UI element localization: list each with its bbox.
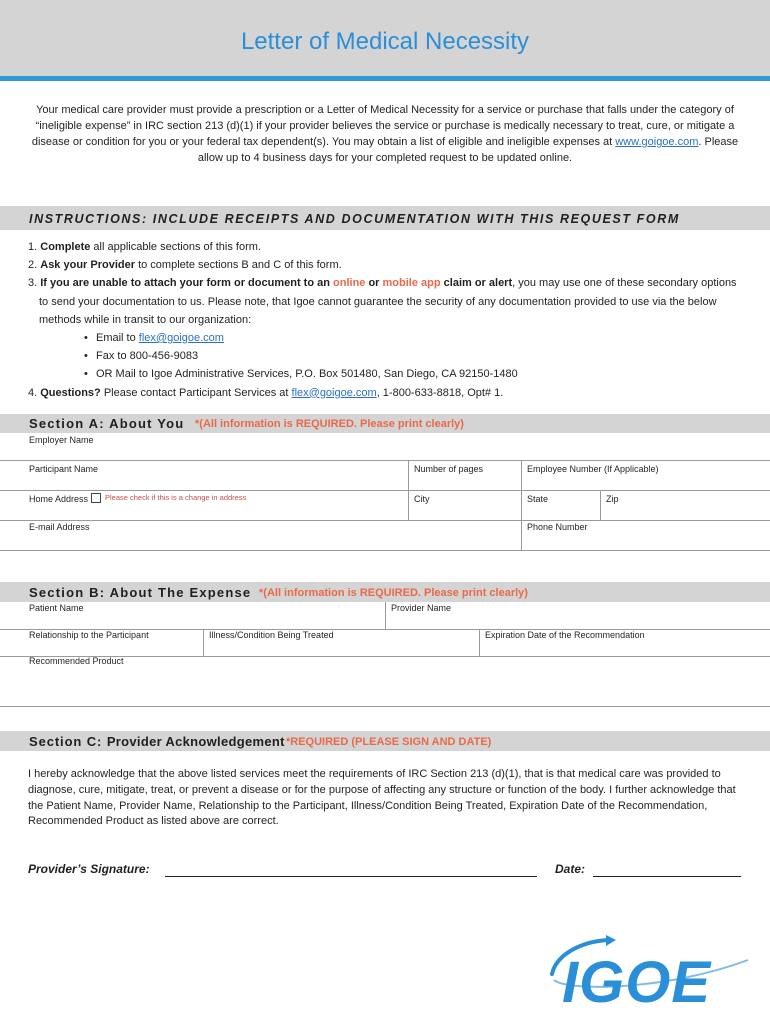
signature-line[interactable] xyxy=(165,876,537,877)
email-link[interactable]: flex@goigoe.com xyxy=(138,332,224,345)
state-field[interactable]: State xyxy=(527,494,549,504)
bullet-email: • Email to flex@goigoe.com xyxy=(28,329,758,347)
instruction-item-3: 3. If you are unable to attach your form or document to an online or mobile app claim or alert, you may use one of these secondary options xyxy=(28,277,737,290)
divider xyxy=(521,460,522,550)
employee-number-field[interactable]: Employee Number (If Applicable) xyxy=(527,464,659,474)
divider xyxy=(0,706,770,707)
intro-paragraph xyxy=(26,102,744,166)
page-title: Letter of Medical Necessity xyxy=(240,28,530,55)
email-address-field[interactable]: E-mail Address xyxy=(29,522,90,532)
acknowledgement-text: I hereby acknowledge that the above listed services meet the requirements of IRC Section 213 (d)(1), that is that medical care was provided to diagnose, cure, mitigate, treat, or prevent a disease or for the purpose of affecting any structure or function of the body. I further acknowledge that the Patient Name, Provider Name, Relationship to the Participant, Illness/Condition Being Treated, Expiration Date of the Recommendation, Recommended Product as listed above are correct. xyxy=(28,768,736,828)
questions-email-link[interactable]: flex@goigoe.com xyxy=(291,386,377,399)
date-line[interactable] xyxy=(593,876,741,877)
participant-name-field[interactable]: Participant Name xyxy=(29,464,99,474)
divider xyxy=(0,460,770,461)
intro-text-end: . Please allow up to 4 business days for your completed request to be updated online. xyxy=(197,136,739,164)
section-a-title: Section A: About You xyxy=(29,416,185,431)
section-b-note: *(All information is REQUIRED. Please print clearly) xyxy=(259,587,528,599)
instruction-item-3-line-2: to send your documentation to us. Please note, that Igoe cannot guarantee the security of any documentation provided to use via the below xyxy=(39,295,717,308)
zip-field[interactable]: Zip xyxy=(606,494,619,504)
instructions-list xyxy=(28,238,758,402)
divider xyxy=(385,602,386,630)
divider xyxy=(479,629,480,656)
employer-name-field[interactable]: Employer Name xyxy=(29,435,94,445)
igoe-logo-icon xyxy=(548,930,752,1008)
date-label: Date: xyxy=(555,862,586,876)
divider xyxy=(203,629,204,656)
section-a-band xyxy=(0,414,770,433)
relationship-field[interactable]: Relationship to the Participant xyxy=(29,630,149,640)
instruction-item-3-line-3: methods while in transit to our organization: xyxy=(39,313,252,326)
illness-field[interactable]: Illness/Condition Being Treated xyxy=(209,630,334,640)
bullet-fax: • Fax to 800-456-9083 xyxy=(28,347,758,365)
patient-name-field[interactable]: Patient Name xyxy=(29,603,84,613)
bullet-mail: • OR Mail to Igoe Administrative Services, P.O. Box 501480, San Diego, CA 92150-1480 xyxy=(28,365,758,383)
address-change-checkbox[interactable] xyxy=(91,493,101,503)
instruction-item-2: 2. Ask your Provider to complete sections B and C of this form. xyxy=(28,259,342,272)
header-accent-bar xyxy=(0,76,770,81)
section-b-title: Section B: About The Expense xyxy=(29,585,252,600)
recommended-product-field[interactable]: Recommended Product xyxy=(29,656,124,666)
intro-text: Your medical care provider must provide a prescription or a Letter of Medical Necessity for a service or purchase that falls under the category of “ineligible expense” in IRC section 213 (d)(1) if your provider believes the service or purchase is medically necessary to treat, cure, or mitigate a disease or condition for you or your federal tax dependent(s). You may obtain a list of eligible and ineligible expenses at xyxy=(31,104,735,148)
divider xyxy=(600,490,601,520)
instructions-band xyxy=(0,206,770,230)
section-a-note: *(All information is REQUIRED. Please print clearly) xyxy=(195,418,464,430)
phone-number-field[interactable]: Phone Number xyxy=(527,522,588,532)
instructions-title: INSTRUCTIONS: INCLUDE RECEIPTS AND DOCUMENTATION WITH THIS REQUEST FORM xyxy=(29,212,680,226)
divider xyxy=(0,550,770,551)
divider xyxy=(0,520,770,521)
provider-name-field[interactable]: Provider Name xyxy=(391,603,452,613)
number-of-pages-field[interactable]: Number of pages xyxy=(414,464,484,474)
section-c-note: *REQUIRED (PLEASE SIGN AND DATE) xyxy=(286,736,492,748)
address-change-note: Please check if this is a change in address xyxy=(105,493,247,502)
expiration-date-field[interactable]: Expiration Date of the Recommendation xyxy=(485,630,645,640)
instruction-item-4: 4. Questions? Please contact Participant Services at flex@goigoe.com, 1-800-633-8818, Opt# 1. xyxy=(28,386,504,399)
divider xyxy=(0,490,770,491)
instruction-item-1: 1. Complete all applicable sections of this form. xyxy=(28,241,261,253)
section-c-title: Section C: Provider Acknowledgement xyxy=(29,734,285,749)
city-field[interactable]: City xyxy=(414,494,430,504)
section-c-band xyxy=(0,731,770,751)
logo-text: IGOE xyxy=(562,950,712,1008)
signature-label: Provider’s Signature: xyxy=(28,862,150,876)
section-b-band xyxy=(0,582,770,602)
website-link[interactable]: www.goigoe.com xyxy=(615,136,699,148)
home-address-field[interactable]: Home Address xyxy=(29,494,89,504)
